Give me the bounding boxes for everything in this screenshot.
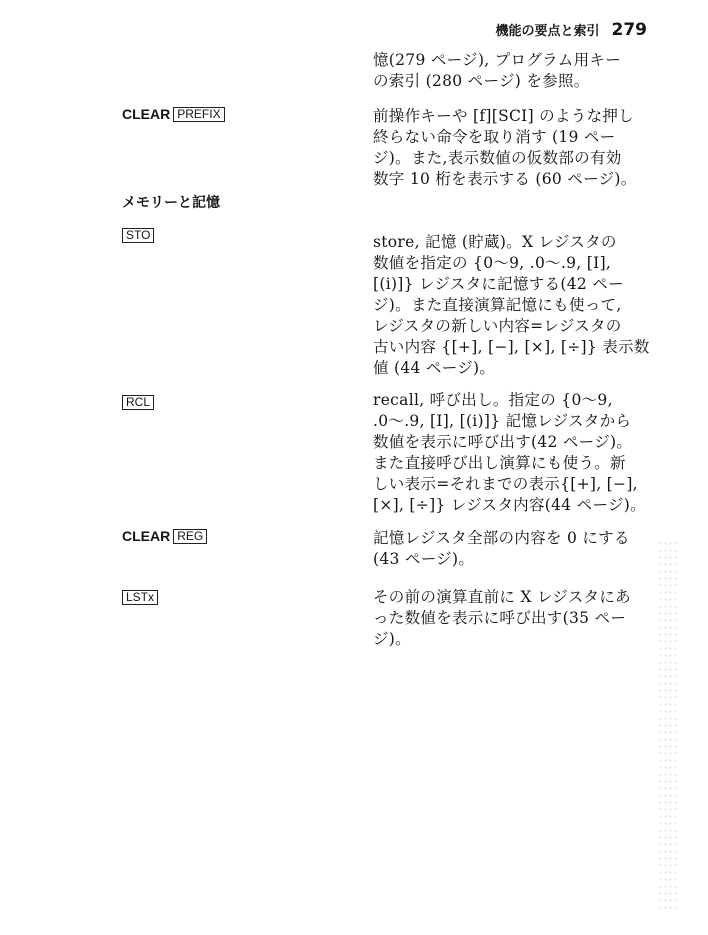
text-line: また直接呼び出し演算にも使う。新: [373, 454, 626, 472]
scan-edge-speckle: [658, 540, 678, 910]
term-prefix: CLEAR: [122, 106, 171, 122]
text-line: 終らない命令を取り消す (19 ペー: [373, 128, 616, 146]
description-lstx: [373, 587, 651, 650]
term-lstx: [122, 590, 158, 605]
text-line: [×], [÷]} レジスタ内容(44 ページ)。: [373, 496, 646, 514]
description-sto: [373, 232, 651, 379]
text-line: その前の演算直前に X レジスタにあ: [373, 588, 631, 606]
text-line: 数値を表示に呼び出す(42 ページ)。: [373, 433, 633, 451]
continuation-text: [373, 50, 651, 92]
running-title: 機能の要点と索引: [495, 24, 600, 39]
text-line: .0〜.9, [I], [(i)]} 記憶レジスタから: [373, 412, 632, 430]
text-line: しい表示=それまでの表示{[+], [−],: [373, 475, 638, 493]
section-heading: メモリーと記憶: [122, 195, 220, 211]
text-line: の索引 (280 ページ) を参照。: [373, 72, 590, 90]
description-rcl: [373, 390, 651, 516]
description-clear-reg: [373, 528, 651, 570]
reg-key-label: REG: [173, 529, 207, 544]
text-line: 記憶レジスタ全部の内容を 0 にする: [373, 529, 630, 547]
page-header: [495, 20, 647, 40]
text-line: 数値を指定の {0〜9, .0〜.9, [I],: [373, 254, 612, 272]
text-line: 値 (44 ページ)。: [373, 359, 496, 377]
text-line: recall, 呼び出し。指定の {0〜9,: [373, 391, 613, 409]
rcl-key-label: RCL: [122, 395, 154, 410]
term-prefix: CLEAR: [122, 528, 171, 544]
text-line: (43 ページ)。: [373, 550, 475, 568]
text-line: store, 記憶 (貯蔵)。X レジスタの: [373, 233, 617, 251]
text-line: 数字 10 桁を表示する (60 ページ)。: [373, 170, 637, 188]
text-line: ジ)。また直接演算記憶にも使って,: [373, 296, 622, 314]
term-sto: [122, 228, 154, 243]
page-number: 279: [611, 20, 647, 40]
text-line: 古い内容 {[+], [−], [×], [÷]} 表示数: [373, 338, 650, 356]
description-clear-prefix: [373, 106, 651, 190]
term-rcl: [122, 395, 154, 410]
term-clear-prefix: [122, 106, 225, 122]
text-line: った数値を表示に呼び出す(35 ペー: [373, 609, 627, 627]
text-line: ジ)。: [373, 630, 411, 648]
text-line: レジスタの新しい内容=レジスタの: [373, 317, 622, 335]
lstx-key-label: LSTx: [122, 590, 158, 605]
text-line: 憶(279 ページ), プログラム用キー: [373, 51, 621, 69]
sto-key-label: STO: [122, 228, 154, 243]
text-line: 前操作キーや [f][SCI] のような押し: [373, 107, 634, 125]
prefix-key-label: PREFIX: [173, 107, 224, 122]
text-line: ジ)。また,表示数値の仮数部の有効: [373, 149, 622, 167]
text-line: [(i)]} レジスタに記憶する(42 ペー: [373, 275, 624, 293]
term-clear-reg: [122, 528, 207, 544]
